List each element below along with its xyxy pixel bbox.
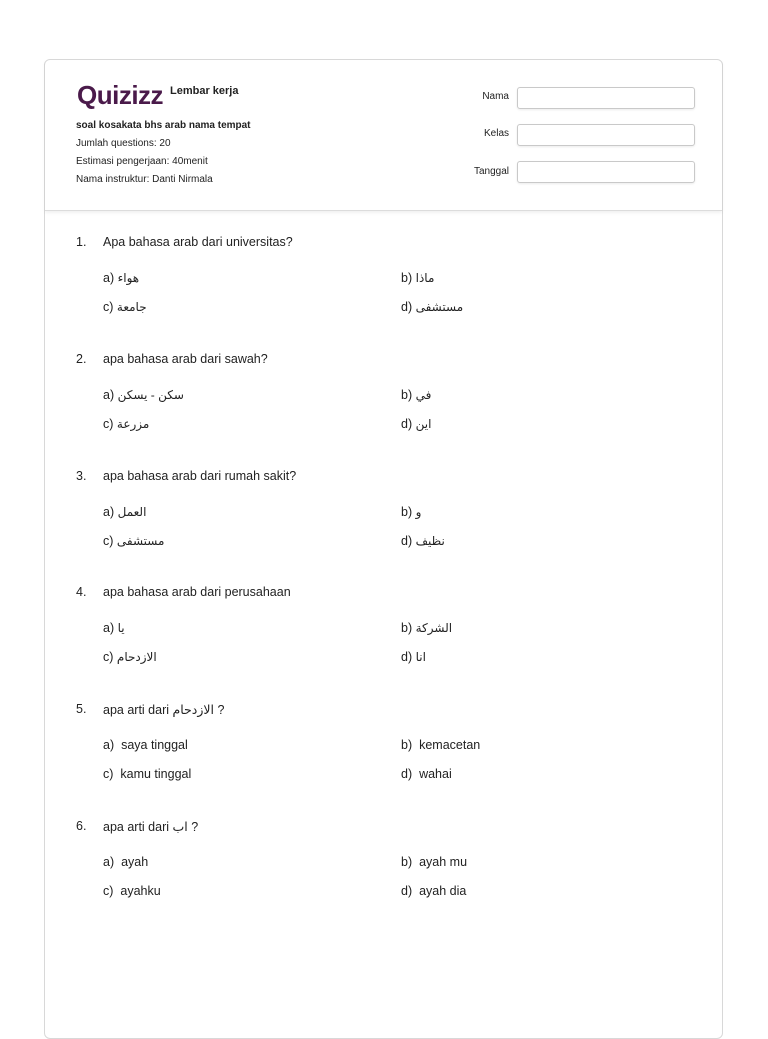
option-b: b) ماذا — [401, 271, 435, 285]
date-field[interactable] — [517, 161, 695, 183]
question-text: apa bahasa arab dari sawah? — [103, 352, 268, 366]
worksheet-header — [45, 60, 722, 211]
option-c: c) مزرعة — [103, 417, 150, 431]
name-label: Nama — [482, 91, 509, 102]
question-number: 2. — [76, 352, 87, 366]
option-c: c) ayahku — [103, 884, 161, 898]
option-d: d) مستشفى — [401, 300, 464, 314]
class-field[interactable] — [517, 124, 695, 146]
question-number: 6. — [76, 819, 87, 833]
option-c: c) مستشفى — [103, 534, 165, 548]
date-label: Tanggal — [473, 166, 509, 177]
sheet-type-label: Lembar kerja — [170, 85, 239, 97]
option-d: d) ayah dia — [401, 884, 467, 898]
question-text: apa arti dari الازدحام ? — [103, 703, 225, 717]
name-field[interactable] — [517, 87, 695, 109]
option-c: c) جامعة — [103, 300, 147, 314]
option-a: a) يا — [103, 621, 125, 635]
question-text: apa bahasa arab dari perusahaan — [103, 585, 291, 599]
question-number: 5. — [76, 702, 87, 716]
question-text: Apa bahasa arab dari universitas? — [103, 235, 293, 249]
option-d: d) اين — [401, 417, 432, 431]
option-b: b) الشركة — [401, 621, 453, 635]
question-text: apa arti dari اب ? — [103, 820, 199, 834]
question-number: 4. — [76, 585, 87, 599]
instructor-name: Nama instruktur: Danti Nirmala — [76, 174, 213, 185]
option-a: a) هواء — [103, 271, 140, 285]
option-a: a) saya tinggal — [103, 738, 188, 752]
option-d: d) انا — [401, 650, 426, 664]
class-label: Kelas — [483, 128, 509, 139]
option-d: d) wahai — [401, 767, 452, 781]
quizizz-logo: Quizizz — [77, 80, 164, 110]
option-b: b) kemacetan — [401, 738, 481, 752]
question-number: 1. — [76, 235, 87, 249]
option-c: c) الازدحام — [103, 650, 157, 664]
option-a: a) سكن - يسكن — [103, 388, 184, 402]
estimated-time: Estimasi pengerjaan: 40menit — [76, 156, 208, 167]
question-number: 3. — [76, 469, 87, 483]
option-b: b) في — [401, 388, 432, 402]
option-d: d) نظيف — [401, 534, 445, 548]
question-text: apa bahasa arab dari rumah sakit? — [103, 469, 297, 483]
option-a: a) ayah — [103, 855, 149, 869]
quiz-title: soal kosakata bhs arab nama tempat — [76, 120, 251, 131]
option-c: c) kamu tinggal — [103, 767, 192, 781]
worksheet — [44, 59, 723, 1039]
option-b: b) و — [401, 505, 422, 519]
option-b: b) ayah mu — [401, 855, 468, 869]
question-arabic-term: اب — [172, 820, 188, 834]
question-arabic-term: الازدحام — [172, 703, 214, 717]
option-a: a) العمل — [103, 505, 147, 519]
question-count: Jumlah questions: 20 — [76, 138, 171, 149]
